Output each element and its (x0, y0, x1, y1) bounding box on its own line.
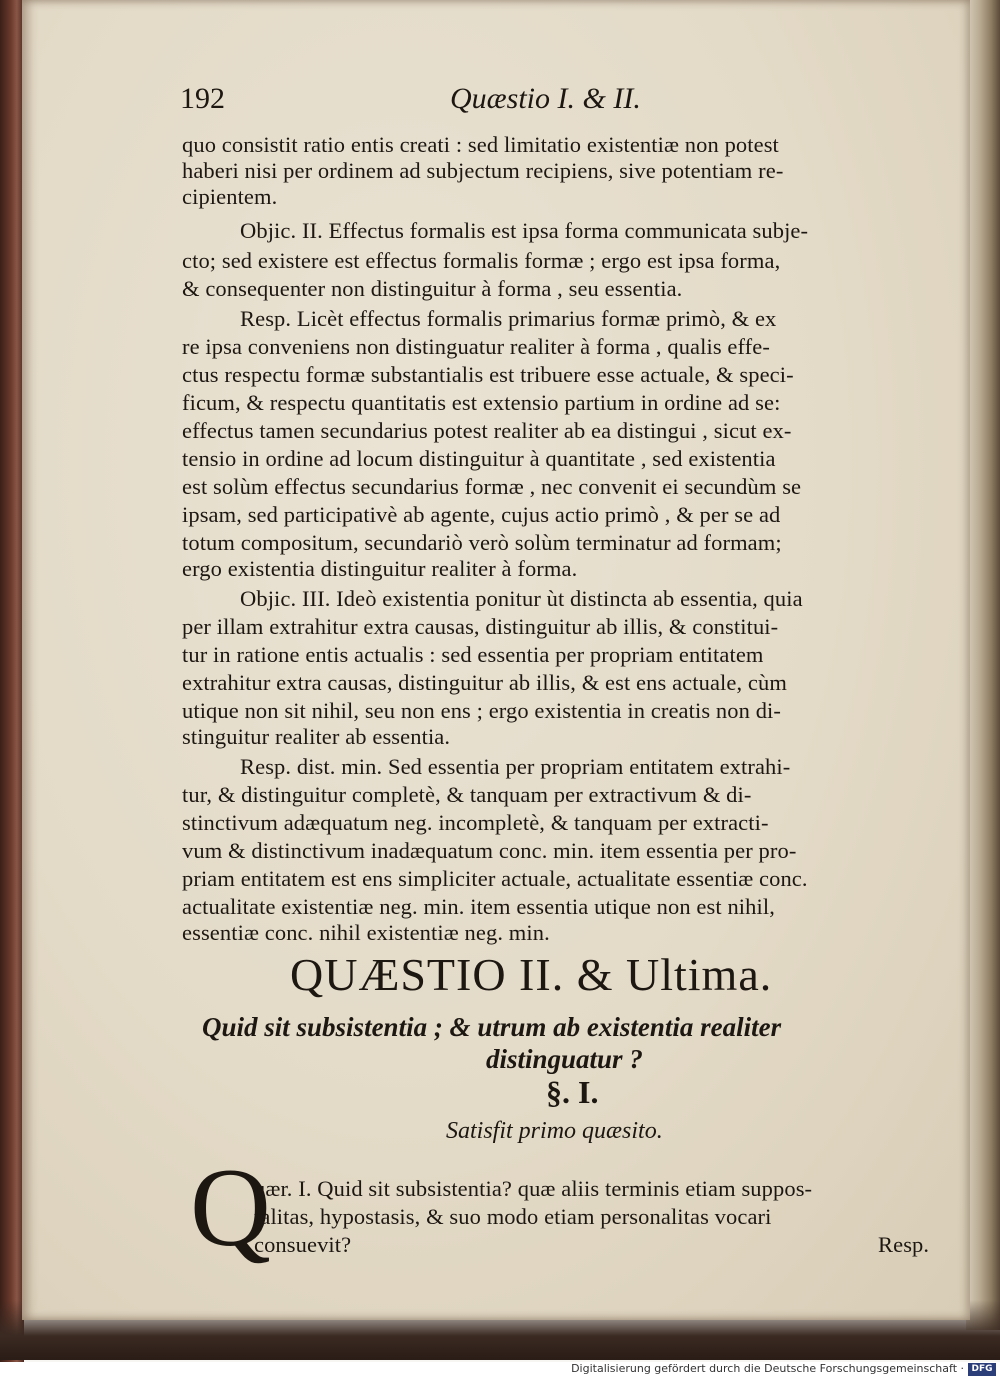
body-line: priam entitatem est ens simpliciter actuale, actualitate essentiæ conc. (182, 866, 808, 891)
body-line: ergo existentia distinguitur realiter à forma. (182, 556, 578, 581)
body-line: talitas, hypostasis, & suo modo etiam personalitas vocari (254, 1204, 772, 1229)
body-line: per illam extrahitur extra causas, distinguitur ab illis, & constitui- (182, 614, 779, 639)
page-text (22, 0, 970, 1320)
drop-capital: Q (190, 1146, 271, 1270)
section-mark: §. I. (546, 1074, 599, 1110)
catchword: Resp. (878, 1232, 930, 1257)
body-line: uær. I. Quid sit subsistentia? quæ aliis terminis etiam suppos- (254, 1176, 813, 1201)
body-line: utique non sit nihil, seu non ens ; ergo existentia in creatis non di- (182, 698, 781, 723)
body-line: ipsam, sed participativè ab agente, cujus actio primò , & per se ad (182, 502, 781, 527)
body-line: Resp. dist. min. Sed essentia per propriam entitatem extrahi- (240, 754, 791, 779)
body-line: consuevit? (254, 1232, 352, 1257)
body-line: extrahitur extra causas, distinguitur ab illis, & est ens actuale, cùm (182, 670, 787, 695)
book-page (22, 0, 970, 1320)
running-head: Quæstio I. & II. (450, 82, 641, 115)
body-line: ficum, & respectu quantitatis est extensio partium in ordine ad se: (182, 390, 781, 415)
body-line: essentiæ conc. nihil existentiæ neg. min. (182, 920, 550, 945)
body-line: Objic. II. Effectus formalis est ipsa forma communicata subje- (240, 218, 809, 243)
body-line: vum & distinctivum inadæquatum conc. min. item essentia per pro- (182, 838, 797, 863)
dfg-logo-icon: DFG (968, 1363, 996, 1376)
body-line: tur, & distinguitur completè, & tanquam per extractivum & di- (182, 782, 752, 807)
body-line: Objic. III. Ideò existentia ponitur ùt distincta ab essentia, quia (240, 586, 803, 611)
body-line: tur in ratione entis actualis : sed essentia per propriam entitatem (182, 642, 764, 667)
body-line: cipientem. (182, 184, 278, 209)
body-line: & consequenter non distinguitur à forma , seu essentia. (182, 276, 683, 301)
section-subtitle: Satisfit primo quæsito. (446, 1118, 663, 1144)
body-line: haberi nisi per ordinem ad subjectum recipiens, sive potentiam re- (182, 158, 784, 183)
question-title: QUÆSTIO II. & Ultima. (290, 949, 773, 1000)
page-number: 192 (180, 82, 225, 115)
next-page-edge (966, 0, 1000, 1330)
body-line: re ipsa conveniens non distinguatur realiter à forma , qualis effe- (182, 334, 770, 359)
question-subtitle-line-1: Quid sit subsistentia ; & utrum ab existentia realiter (202, 1012, 782, 1042)
body-line: totum compositum, secundariò verò solùm terminatur ad formam; (182, 530, 782, 555)
body-line: cto; sed existere est effectus formalis formæ ; ergo est ipsa forma, (182, 248, 781, 273)
body-line: quo consistit ratio entis creati : sed limitatio existentiæ non potest (182, 132, 779, 157)
footer-credit: Digitalisierung gefördert durch die Deutsche Forschungsgemeinschaft · (571, 1362, 964, 1375)
body-line: effectus tamen secundarius potest realiter ab ea distingui , sicut ex- (182, 418, 792, 443)
body-line: stinguitur realiter ab essentia. (182, 724, 451, 749)
body-line: Resp. Licèt effectus formalis primarius formæ primò, & ex (240, 306, 777, 331)
body-line: est solùm effectus secundarius formæ , nec convenit ei secundùm se (182, 474, 802, 499)
question-subtitle-line-2: distinguatur ? (486, 1044, 643, 1074)
body-line: stinctivum adæquatum neg. incompletè, & tanquam per extracti- (182, 810, 769, 835)
body-line: actualitate existentiæ neg. min. item essentia utique non est nihil, (182, 894, 775, 919)
book-binding-edge (0, 0, 24, 1365)
body-line: tensio in ordine ad locum distinguitur à quantitate , sed existentia (182, 446, 776, 471)
page-header (180, 82, 940, 122)
body-line: ctus respectu formæ substantialis est tribuere esse actuale, & speci- (182, 362, 794, 387)
